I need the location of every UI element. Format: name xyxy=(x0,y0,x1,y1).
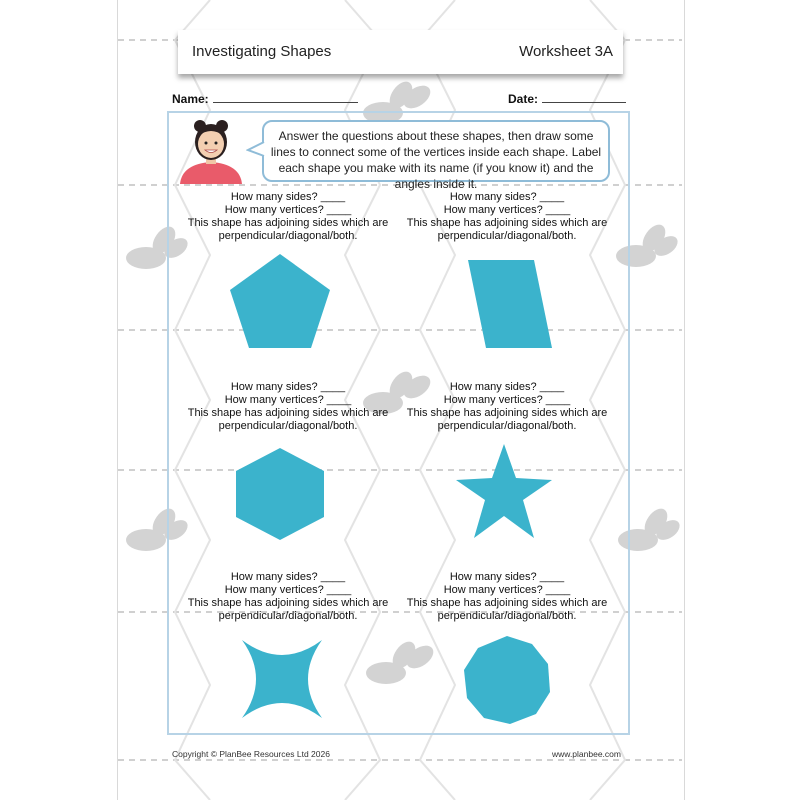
vertices-question: How many vertices? ____ xyxy=(443,394,571,406)
star-shape xyxy=(454,442,554,542)
vertices-question: How many vertices? ____ xyxy=(443,584,571,596)
date-label: Date: xyxy=(508,92,539,106)
adjoining-question: This shape has adjoining sides which are xyxy=(406,217,608,229)
adjoining-question: This shape has adjoining sides which are xyxy=(406,597,608,609)
vertices-question: How many vertices? ____ xyxy=(224,584,352,596)
teacher-avatar xyxy=(178,116,244,184)
adjoining-options: perpendicular/diagonal/both. xyxy=(218,420,358,432)
vertices-question: How many vertices? ____ xyxy=(224,204,352,216)
sides-question: How many sides? ____ xyxy=(449,381,565,393)
question-block xyxy=(397,191,617,243)
bubble-tail xyxy=(246,140,266,160)
adjoining-question: This shape has adjoining sides which are xyxy=(187,217,389,229)
website-link[interactable]: www.planbee.com xyxy=(552,749,621,759)
sides-question: How many sides? ____ xyxy=(230,571,346,583)
concave-star-shape xyxy=(240,638,324,720)
worksheet-number: Worksheet 3A xyxy=(519,43,613,60)
instruction-text: Answer the questions about these shapes, then draw some lines to connect some of the vertices inside each shape. Label each shape you make with its name (if you know it) and the angles inside it. xyxy=(270,129,602,191)
copyright-text: Copyright © PlanBee Resources Ltd 2026 xyxy=(172,749,330,759)
name-line[interactable] xyxy=(213,92,358,103)
vertices-question: How many vertices? ____ xyxy=(443,204,571,216)
vertices-question: How many vertices? ____ xyxy=(224,394,352,406)
sides-question: How many sides? ____ xyxy=(230,191,346,203)
adjoining-question: This shape has adjoining sides which are xyxy=(187,597,389,609)
adjoining-question: This shape has adjoining sides which are xyxy=(187,407,389,419)
question-block xyxy=(178,191,398,243)
pentagon-shape xyxy=(228,252,332,350)
question-block xyxy=(178,571,398,623)
date-line[interactable] xyxy=(542,92,626,103)
adjoining-options: perpendicular/diagonal/both. xyxy=(437,420,577,432)
adjoining-options: perpendicular/diagonal/both. xyxy=(437,610,577,622)
instruction-bubble xyxy=(262,120,610,191)
parallelogram-shape xyxy=(466,258,554,350)
name-label: Name: xyxy=(172,92,209,106)
adjoining-options: perpendicular/diagonal/both. xyxy=(218,230,358,242)
page-title: Investigating Shapes xyxy=(192,43,332,60)
header-card xyxy=(178,30,623,74)
date-field[interactable] xyxy=(508,92,626,106)
decagon-shape xyxy=(462,634,552,726)
hexagon-shape xyxy=(234,446,326,542)
sides-question: How many sides? ____ xyxy=(230,381,346,393)
adjoining-options: perpendicular/diagonal/both. xyxy=(437,230,577,242)
adjoining-options: perpendicular/diagonal/both. xyxy=(218,610,358,622)
question-block xyxy=(397,381,617,433)
question-block xyxy=(178,381,398,433)
sides-question: How many sides? ____ xyxy=(449,191,565,203)
question-block xyxy=(397,571,617,623)
adjoining-question: This shape has adjoining sides which are xyxy=(406,407,608,419)
name-field[interactable] xyxy=(172,92,358,106)
sides-question: How many sides? ____ xyxy=(449,571,565,583)
